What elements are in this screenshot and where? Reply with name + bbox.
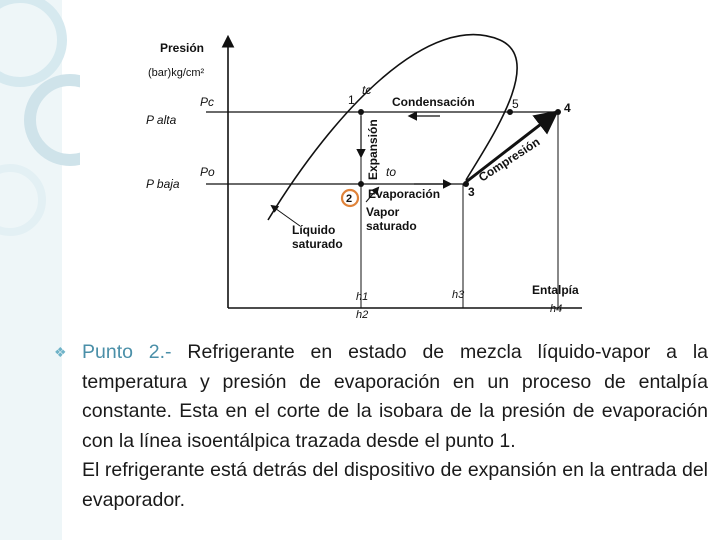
- point-5-label: 5: [512, 97, 519, 111]
- bullet-lead: Punto 2.-: [82, 341, 172, 363]
- h3-label: h3: [452, 289, 465, 301]
- tc-label: tc: [362, 83, 372, 97]
- compresion-label: Compresión: [476, 134, 543, 185]
- bullet-icon: ❖: [54, 344, 67, 360]
- point-3-label: 3: [468, 185, 475, 199]
- slide-body: [54, 338, 708, 515]
- y-axis-title: Presión: [160, 41, 205, 55]
- point-2-marker: [358, 181, 364, 187]
- h2-label: h2: [356, 309, 369, 321]
- point-4-marker: [555, 109, 561, 115]
- bullet-paragraph: [54, 338, 708, 456]
- vapor-saturado-label: saturado: [366, 219, 417, 233]
- to-label: to: [386, 165, 397, 179]
- second-paragraph: El refrigerante está detrás del dispositivo de expansión en la entrada del evaporador.: [82, 459, 708, 511]
- liquido-saturado-label: saturado: [292, 237, 343, 251]
- p-alta-label: P alta: [146, 113, 177, 127]
- po-label: Po: [200, 165, 215, 179]
- h1-label: h1: [356, 291, 369, 303]
- x-axis-title: Entalpía: [532, 283, 579, 297]
- h4-label: h4: [550, 303, 563, 315]
- y-axis-unit: (bar)kg/cm²: [148, 67, 205, 79]
- pc-label: Pc: [200, 95, 215, 109]
- p-baja-label: P baja: [146, 177, 180, 191]
- point-2-label: 2: [346, 193, 353, 205]
- vapor-label: Vapor: [366, 205, 400, 219]
- condensacion-label: Condensación: [392, 95, 475, 109]
- evaporacion-label: Evaporación: [368, 187, 441, 201]
- bullet-body: Refrigerante en estado de mezcla líquido-vapor a la temperatura y presión de evaporación en un proceso de entalpía constante. Esta en el corte de la isobara de la presión de evaporación con la línea isoentálpica trazada desde el punto 1.: [82, 341, 708, 452]
- liquido-label: Líquido: [292, 223, 336, 237]
- expansion-label: Expansión: [366, 119, 380, 180]
- pressure-enthalpy-diagram: [130, 30, 590, 322]
- point-1-marker: [358, 109, 364, 115]
- point-1-label: 1: [348, 93, 355, 107]
- point-4-label: 4: [564, 101, 571, 115]
